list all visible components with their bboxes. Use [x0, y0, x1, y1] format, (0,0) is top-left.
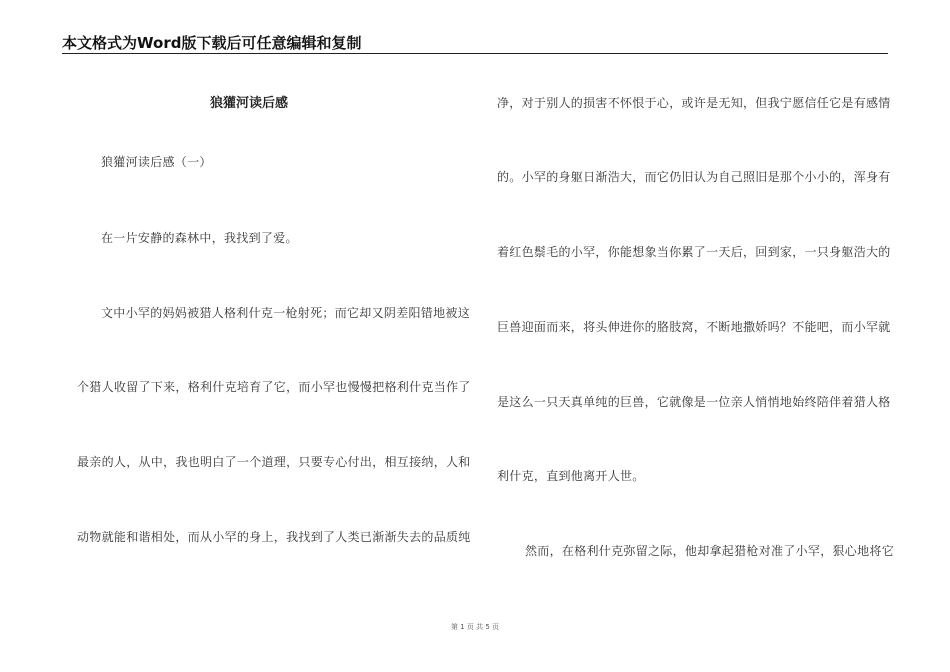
paragraph-subtitle: 狼獾河读后感（一）: [101, 155, 212, 169]
paragraph-line: 在一片安静的森林中，我找到了爱。: [101, 231, 298, 245]
paragraph-line: 是这么一只天真单纯的巨兽，它就像是一位亲人悄悄地始终陪伴着猎人格: [497, 395, 891, 409]
paragraph-line: 最亲的人，从中，我也明白了一个道理，只要专心付出，相互接纳，人和: [77, 455, 471, 469]
paragraph-line: 净，对于别人的损害不怀恨于心，或许是无知，但我宁愿信任它是有感情: [497, 96, 891, 110]
paragraph-line: 个猎人收留了下来，格利什克培育了它，而小罕也慢慢把格利什克当作了: [77, 380, 471, 394]
document-title: 狼獾河读后感: [210, 96, 289, 111]
paragraph-line: 动物就能和谐相处，而从小罕的身上，我找到了人类已渐渐失去的品质纯: [77, 530, 471, 544]
header-banner: 本文格式为Word版下载后可任意编辑和复制: [62, 34, 362, 52]
paragraph-line: 利什克，直到他离开人世。: [497, 469, 645, 483]
paragraph-line: 着红色鬃毛的小罕，你能想象当你累了一天后，回到家，一只身躯浩大的: [497, 245, 891, 259]
page-footer: 第 1 页 共 5 页: [450, 623, 500, 631]
header-rule: [62, 53, 888, 54]
paragraph-line: 的。小罕的身躯日渐浩大，而它仍旧认为自己照旧是那个小小的，浑身有: [497, 170, 891, 184]
paragraph-line: 文中小罕的妈妈被猎人格利什克一枪射死；而它却又阴差阳错地被这: [101, 306, 471, 320]
paragraph-line: 巨兽迎面而来，将头伸进你的胳肢窝，不断地撒娇吗？不能吧，而小罕就: [497, 320, 891, 334]
paragraph-line: 然而，在格利什克弥留之际，他却拿起猎枪对准了小罕，狠心地将它: [525, 544, 895, 558]
